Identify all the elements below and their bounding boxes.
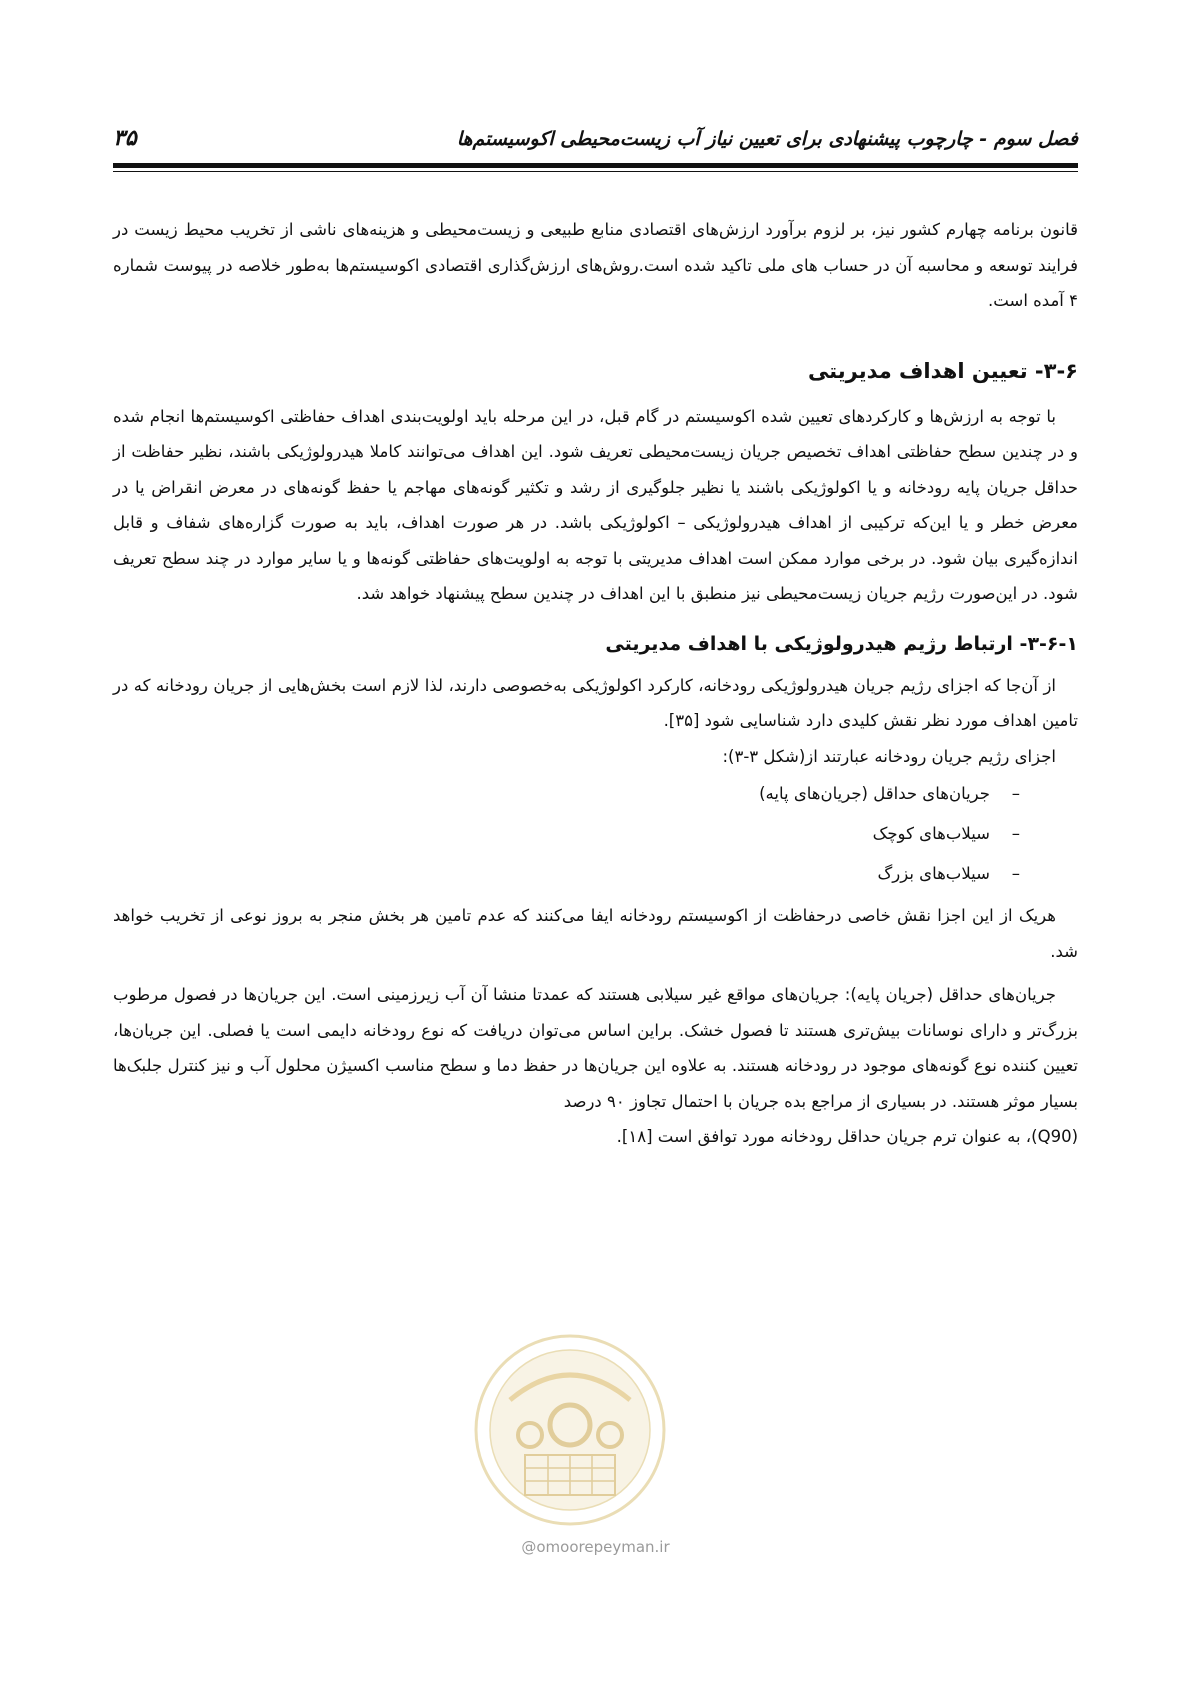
flow-components-list [113,774,1078,894]
page-header [113,120,1078,160]
header-rule-thin [113,171,1078,172]
list-item-text: سیلاب‌های کوچک [872,824,990,843]
running-title: فصل سوم - چارچوب پیشنهادی برای تعیین نیاز آب زیست‌محیطی اکوسیستم‌ها [456,128,1078,150]
subsection-heading-3-6-1: ۳-۶-۱- ارتباط رژیم هیدرولوژیکی با اهداف مدیریتی [605,632,1078,655]
page-body [113,212,1078,1155]
dash-bullet: – [1011,784,1020,803]
section-heading-3-6: ۳-۶- تعیین اهداف مدیریتی [807,358,1078,383]
paragraph-4: اجزای رژیم جریان رودخانه عبارتند از(شکل ۳-۳): [722,746,1056,766]
paragraph-2: با توجه به ارزش‌ها و کارکردهای تعیین شده اکوسیستم در گام قبل، در این مرحله باید اولویت‌بندی اهداف حفاظتی اکوسیستم‌ها انجام شده و در چندین سطح حفاظتی اهداف تخصیص جریان زیست‌محیطی تعریف شود. این اهداف می‌توانند کاملا هیدرولوژیکی باشند، نظیر حفاظت از حداقل جریان پایه رودخانه و یا اکولوژیکی باشند یا نظیر جلوگیری از رشد و تکثیر گونه‌های مهاجم یا حفظ گونه‌های در معرض انقراض یا در معرض خطر و یا این‌که ترکیبی از اهداف هیدرولوژیکی – اکولوژیکی باشد. در هر صورت اهداف، باید به صورت گزاره‌های شفاف و قابل اندازه‌گیری بیان شود. در برخی موارد ممکن است اهداف مدیریتی با توجه به اولویت‌های حفاظتی گونه‌ها و یا سایر موارد در چند سطح تعریف شود. در این‌صورت رژیم جریان زیست‌محیطی نیز منطبق با این اهداف در چندین سطح پیشنهاد خواهد شد. [113,406,1078,603]
paragraph-6: جریان‌های حداقل (جریان پایه): جریان‌های مواقع غیر سیلابی هستند که عمدتا منشا آن آب زیرزمینی است. این جریان‌ها در فصول مرطوب بزرگ‌تر و دارای نوسانات بیش‌تری هستند تا فصول خشک. براین اساس می‌توان دریافت که نوع رودخانه دایمی است یا فصلی. این جریان‌ها، تعیین کننده نوع گونه‌های موجود در رودخانه هستند. به علاوه این جریان‌ها در حفظ دما و سطح مناسب اکسیژن محلول آب و نیز کنترل جلبک‌ها بسیار موثر هستند. در بسیاری از مراجع بده جریان با احتمال تجاوز ۹۰ درصد [113,985,1078,1111]
watermark-logo-icon [470,1330,670,1530]
header-rule-thick [113,163,1078,168]
paragraph-6-continued: (Q90)، به عنوان ترم جریان حداقل رودخانه مورد توافق است [۱۸]. [616,1127,1078,1146]
paragraph-1: قانون برنامه چهارم کشور نیز، بر لزوم برآورد ارزش‌های اقتصادی منابع طبیعی و زیست‌محیطی و هزینه‌های ناشی از تخریب محیط زیست در فرایند توسعه و محاسبه آن در حساب های ملی تاکید شده است.روش‌های ارزش‌گذاری اقتصادی اکوسیستم‌ها به‌طور خلاصه در پیوست شماره ۴ آمده است. [113,220,1078,310]
watermark-url: @omoorepeyman.ir [521,1538,670,1556]
list-item [113,814,1020,854]
paragraph-5: هریک از این اجزا نقش خاصی درحفاظت از اکوسیستم رودخانه ایفا می‌کنند که عدم تامین هر بخش منجر به بروز نوعی از تخریب خواهد شد. [113,906,1078,961]
list-item [113,774,1020,814]
dash-bullet: – [1011,824,1020,843]
paragraph-3: از آن‌جا که اجزای رژیم جریان هیدرولوژیکی رودخانه، کارکرد اکولوژیکی به‌خصوصی دارند، لذا لازم است بخش‌هایی از جریان رودخانه که در تامین اهداف مورد نظر نقش کلیدی دارد شناسایی شود [۳۵]. [113,675,1078,730]
page-number: ۳۵ [113,126,137,151]
dash-bullet: – [1011,864,1020,883]
list-item [113,854,1020,894]
list-item-text: جریان‌های حداقل (جریان‌های پایه) [759,784,990,803]
list-item-text: سیلاب‌های بزرگ [877,864,990,883]
